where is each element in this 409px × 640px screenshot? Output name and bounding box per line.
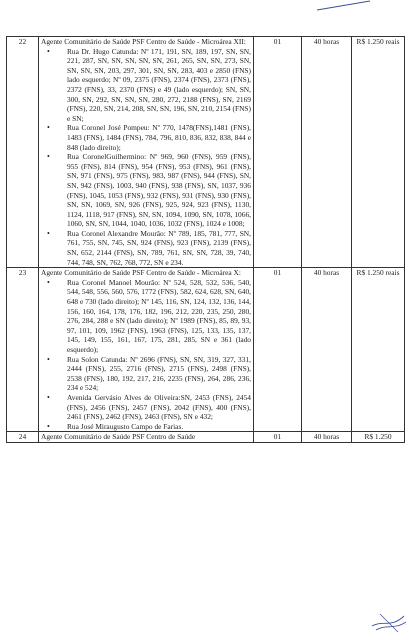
street-list: [41, 47, 251, 268]
table-row: [7, 268, 405, 432]
position-description: [39, 37, 254, 268]
work-hours: 40 horas: [302, 268, 352, 432]
table-row: [7, 37, 405, 268]
position-title: Agente Comunitário de Saúde PSF Centro de Saúde - Microárea X:: [41, 268, 241, 278]
job-vacancy-table: [6, 36, 405, 443]
list-item: • Rua Coronel José Pompeu: Nº 770, 1478(FNS),1481 (FNS), 1483 (FNS), 1484 (FNS), 784, 796, 810, 836, 832, 838, 844 e 848 (lado direito);: [41, 123, 251, 152]
vacancy-count: 01: [254, 37, 302, 268]
signature-stamp-icon: [368, 604, 408, 634]
salary: R$ 1.250 reais: [352, 268, 405, 432]
list-item: • Rua CoronelGuilhermino: Nº 969, 960 (FNS), 959 (FNS), 955 (FNS), 814 (FNS), 954 (FNS), 953 (FNS), 961 (FNS), SN, 971 (FNS), 975 (FNS), 983, 987 (FNS), 944 (FNS), SN, SN, 942 (FNS), 1003, 940 (FNS), 938 (FNS), SN, 1037, 936 (FNS), 1045, 1053 (FNS), 932 (FNS), 931 (FNS), 930 (FNS), SN, SN, 1069, SN, 926 (FNS), 925, 924, 923 (FNS), 1130, 1124, 1118, 917 (FNS), SN, SN, 1094, 1090, SN, 1078, 1066, 1060, SN, SN, 1044, 1040, 1036, 1032 (FNS), 1024 e 1008;: [41, 152, 251, 229]
work-hours: 40 horas: [302, 432, 352, 443]
position-title: Agente Comunitário de Saúde PSF Centro de Saúde - Microárea XII:: [41, 37, 246, 46]
vacancy-count: 01: [254, 268, 302, 432]
list-item: • Rua Solon Catunda: Nº 2696 (FNS), SN, SN, 319, 327, 331, 2444 (FNS), 255, 2716 (FNS), 2715 (FNS), 2498 (FNS), 2538 (FNS), 180, 192, 217, 216, 2235 (FNS), 264, 286, 236, 234 e 524;: [41, 355, 251, 393]
position-title: Agente Comunitário de Saúde PSF Centro de Saúde: [41, 432, 196, 442]
salary: R$ 1.250: [352, 432, 405, 443]
list-item: • Rua Coronel Alexandre Mourão: Nº 789, 185, 781, 777, SN, 761, 755, SN, 745, SN, 924 (FNS), 923 (FNS), 2139 (FNS), SN, 652, 2144 (FNS), SN, 789, 761, SN, SN, 728, 39, 740, 744, 748, SN, 762, 768, 772, SN e 234.: [41, 229, 251, 267]
position-description: [39, 432, 254, 443]
salary: R$ 1.250 reais: [352, 37, 405, 268]
list-item: • Avenida Gervásio Alves de Oliveira:SN, 2453 (FNS), 2454 (FNS), 2456 (FNS), 2457 (FNS), 2042 (FNS), 400 (FNS), 2461 (FNS), 2462 (FNS), 2463 (FNS), SN e 432;: [41, 393, 251, 422]
row-number: 22: [7, 37, 39, 268]
vacancy-count: 01: [254, 432, 302, 443]
list-item: • Rua José Miraugusto Campo de Farias.: [41, 422, 251, 432]
list-item: • Rua Dr. Hugo Catunda: Nº 171, 191, SN, 189, 197, SN, SN, 221, 287, SN, SN, SN, SN, SN, 261, 265, SN, SN, 273, SN, SN, SN, SN, 203, 297, 301, SN, SN, 283, 403 e 2850 (FNS) lado esquerdo; Nº 09, 2375 (FNS), 2374 (FNS), 2373 (FNS), 2372 (FNS), 33, 2370 (FNS) e 49 (lado esquerdo); SN, SN, 300, SN, 292, SN, SN, SN, 280, 272, 2188 (FNS), SN, 2169 (FNS), 220, SN, 214, 208, SN, SN, 196, SN, 210, 2154 (FNS) e SN;: [41, 47, 251, 124]
list-item: • Rua Coronel Manoel Mourão: Nº 524, 528, 532, 536, 540, 544, 548, 556, 560, 576, 1772 (FNS), 582, 624, 628, SN, 640, 648 e 730 (lado direito); Nº 145, 116, SN, 124, 132, 136, 144, 156, 160, 164, 178, 176, 182, 196, 212, 220, 235, 250, 280, 276, 284, 288 e SN (lado direito); Nº 1989 (FNS), 85, 89, 93, 97, 101, 109, 1962 (FNS), 1963 (FNS), 125, 133, 135, 137, 145, 149, 155, 161, 167, 175, 281, 285, SN e 361 (lado esquerdo);: [41, 278, 251, 355]
work-hours: 40 horas: [302, 37, 352, 268]
row-number: 23: [7, 268, 39, 432]
pen-mark-icon: [315, 0, 375, 12]
table-row: [7, 432, 405, 443]
street-list: [41, 278, 251, 432]
row-number: 24: [7, 432, 39, 443]
position-description: [39, 268, 254, 432]
